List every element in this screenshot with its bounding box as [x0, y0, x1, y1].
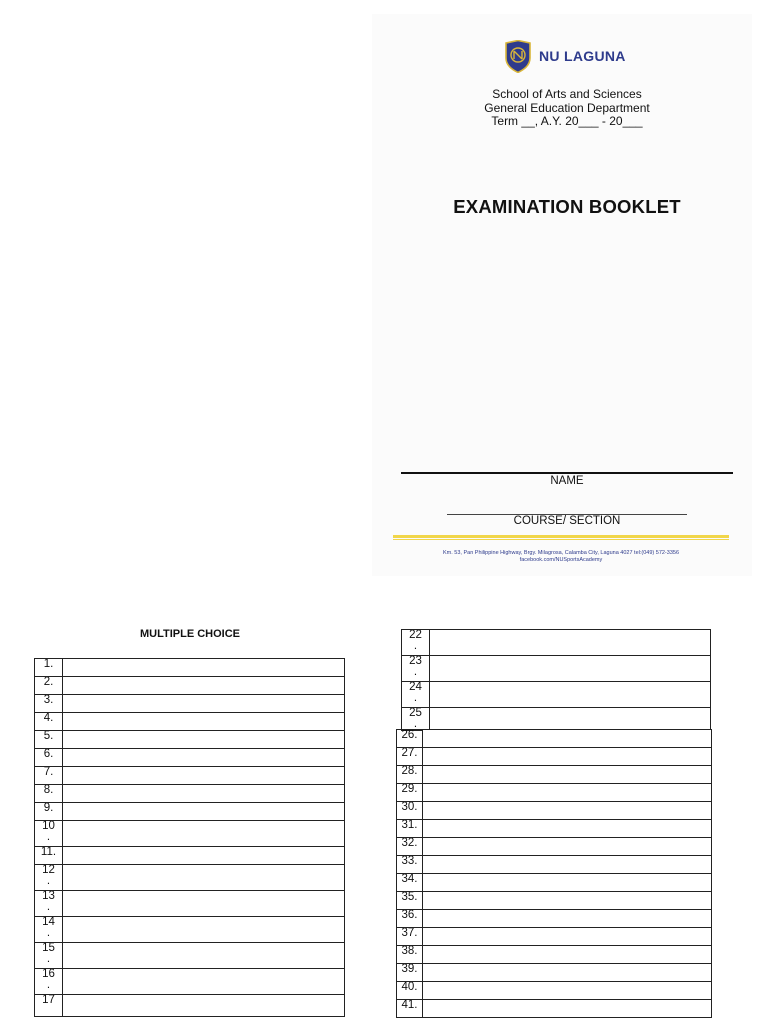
answer-blank[interactable] — [63, 713, 345, 731]
table-row — [397, 838, 712, 856]
answer-blank[interactable] — [423, 802, 712, 820]
answer-blank[interactable] — [423, 820, 712, 838]
item-number: 23 . — [402, 656, 430, 682]
shield-icon — [505, 40, 531, 73]
item-number: 28. — [397, 766, 423, 784]
table-row — [397, 964, 712, 982]
answer-blank[interactable] — [63, 695, 345, 713]
booklet-title: EXAMINATION BOOKLET — [453, 196, 681, 217]
item-number: 27. — [397, 748, 423, 766]
answer-blank[interactable] — [63, 803, 345, 821]
table-row — [35, 713, 345, 731]
item-number: 30. — [397, 802, 423, 820]
answer-blank[interactable] — [63, 767, 345, 785]
item-number: 35. — [397, 892, 423, 910]
table-row — [397, 820, 712, 838]
item-number: 8. — [35, 785, 63, 803]
answer-blank[interactable] — [423, 964, 712, 982]
item-number: 41. — [397, 1000, 423, 1018]
table-row — [35, 659, 345, 677]
answer-blank[interactable] — [63, 821, 345, 847]
answer-blank[interactable] — [423, 766, 712, 784]
answer-blank[interactable] — [63, 659, 345, 677]
table-row — [35, 847, 345, 865]
answer-blank[interactable] — [430, 708, 711, 731]
footer-address — [393, 550, 729, 564]
answer-blank[interactable] — [63, 731, 345, 749]
table-row — [397, 766, 712, 784]
item-number: 12 . — [35, 865, 63, 891]
answer-blank[interactable] — [63, 891, 345, 917]
item-number: 38. — [397, 946, 423, 964]
name-underline — [401, 472, 733, 474]
answer-blank[interactable] — [63, 749, 345, 767]
item-number: 33. — [397, 856, 423, 874]
answer-blank[interactable] — [63, 917, 345, 943]
item-number: 15 . — [35, 943, 63, 969]
item-number: 3. — [35, 695, 63, 713]
answer-blank[interactable] — [430, 682, 711, 708]
answer-blank[interactable] — [423, 838, 712, 856]
table-row — [35, 749, 345, 767]
answer-blank[interactable] — [423, 730, 712, 748]
table-row — [35, 803, 345, 821]
table-row — [397, 802, 712, 820]
logo-text: NU LAGUNA — [539, 48, 626, 64]
item-number: 22 . — [402, 630, 430, 656]
item-number: 34. — [397, 874, 423, 892]
table-row — [397, 892, 712, 910]
table-row — [35, 917, 345, 943]
footer-facebook-line: facebook.com/NUSportsAcademy — [519, 557, 603, 563]
section-title: MULTIPLE CHOICE — [140, 628, 241, 640]
table-row — [397, 928, 712, 946]
footer-address-line: Km. 53, Pan Philippine Highway, Brgy. Milagrosa, Calamba City, Laguna 4027 tel:(049) 572-3356 — [442, 550, 680, 556]
table-row — [397, 856, 712, 874]
table-row — [402, 656, 711, 682]
table-row — [397, 982, 712, 1000]
item-number: 24 . — [402, 682, 430, 708]
item-number: 31. — [397, 820, 423, 838]
table-row — [402, 630, 711, 656]
answer-blank[interactable] — [63, 943, 345, 969]
table-row — [397, 910, 712, 928]
answer-table-right-top — [401, 629, 711, 731]
item-number: 7. — [35, 767, 63, 785]
footer-stripe-thin — [393, 539, 729, 540]
answer-blank[interactable] — [423, 784, 712, 802]
item-number: 2. — [35, 677, 63, 695]
answer-blank[interactable] — [423, 910, 712, 928]
footer-stripe — [393, 535, 729, 538]
table-row — [397, 730, 712, 748]
answer-table-left — [34, 658, 345, 1017]
answer-table-right-bottom — [396, 729, 712, 1018]
item-number: 26. — [397, 730, 423, 748]
table-row — [35, 969, 345, 995]
table-row — [35, 767, 345, 785]
item-number: 4. — [35, 713, 63, 731]
table-row — [35, 785, 345, 803]
item-number: 14 . — [35, 917, 63, 943]
answer-blank[interactable] — [423, 982, 712, 1000]
table-row — [35, 677, 345, 695]
item-number: 17 — [35, 995, 63, 1017]
answer-blank[interactable] — [423, 946, 712, 964]
item-number: 11. — [35, 847, 63, 865]
item-number: 16 . — [35, 969, 63, 995]
answer-blank[interactable] — [423, 928, 712, 946]
item-number: 9. — [35, 803, 63, 821]
department-name: General Education Department — [484, 100, 650, 115]
term-line: Term __, A.Y. 20___ - 20___ — [491, 114, 643, 128]
table-row — [397, 784, 712, 802]
item-number: 5. — [35, 731, 63, 749]
table-row — [35, 891, 345, 917]
table-row — [402, 682, 711, 708]
item-number: 13 . — [35, 891, 63, 917]
name-label: NAME — [550, 475, 584, 487]
table-row — [402, 708, 711, 731]
table-row — [35, 995, 345, 1017]
item-number: 25 . — [402, 708, 430, 731]
answer-blank[interactable] — [63, 995, 345, 1017]
answer-blank[interactable] — [423, 856, 712, 874]
answer-blank[interactable] — [430, 630, 711, 656]
item-number: 6. — [35, 749, 63, 767]
course-section-label: COURSE/ SECTION — [513, 515, 621, 527]
answer-blank[interactable] — [63, 847, 345, 865]
answer-blank[interactable] — [63, 865, 345, 891]
item-number: 32. — [397, 838, 423, 856]
header-lines — [402, 88, 732, 129]
item-number: 29. — [397, 784, 423, 802]
table-row — [397, 1000, 712, 1018]
item-number: 1. — [35, 659, 63, 677]
item-number: 36. — [397, 910, 423, 928]
school-name: School of Arts and Sciences — [492, 87, 642, 101]
table-row — [35, 731, 345, 749]
school-logo — [505, 39, 626, 73]
item-number: 10 . — [35, 821, 63, 847]
answer-blank[interactable] — [63, 785, 345, 803]
table-row — [35, 821, 345, 847]
answer-blank[interactable] — [63, 677, 345, 695]
table-row — [397, 874, 712, 892]
answer-blank[interactable] — [430, 656, 711, 682]
answer-blank[interactable] — [423, 1000, 712, 1018]
item-number: 37. — [397, 928, 423, 946]
table-row — [397, 946, 712, 964]
answer-blank[interactable] — [423, 874, 712, 892]
table-row — [35, 943, 345, 969]
answer-blank[interactable] — [63, 969, 345, 995]
table-row — [397, 748, 712, 766]
table-row — [35, 695, 345, 713]
answer-blank[interactable] — [423, 748, 712, 766]
item-number: 40. — [397, 982, 423, 1000]
table-row — [35, 865, 345, 891]
answer-blank[interactable] — [423, 892, 712, 910]
item-number: 39. — [397, 964, 423, 982]
